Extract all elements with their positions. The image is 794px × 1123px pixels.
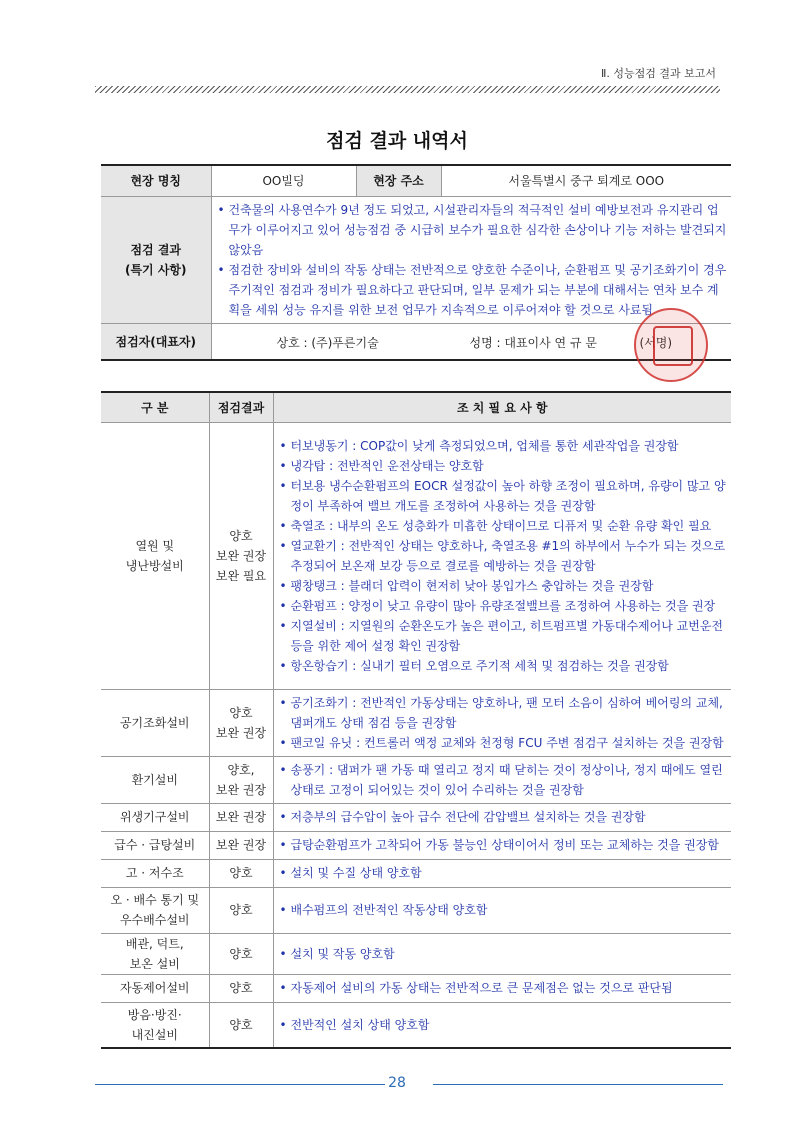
action-item: • 설치 및 작동 양호함 <box>278 944 728 964</box>
row-actions <box>273 933 731 974</box>
row-actions <box>273 689 731 756</box>
row-category: 급수 · 급탕설비 <box>101 831 209 859</box>
row-result: 양호 <box>209 887 273 933</box>
section-header: Ⅱ. 성능점검 결과 보고서 <box>600 67 716 80</box>
action-item: • 공기조화기 : 전반적인 가동상태는 양호하나, 팬 모터 소음이 심하여 베어링의 교체, 댐퍼개도 상태 점검 등을 권장함 <box>278 693 728 733</box>
seal-placeholder: (서명) <box>639 335 673 350</box>
site-address-value: 서울특별시 중구 퇴계로 OOO <box>441 165 731 196</box>
action-item: • 터보용 냉수순환펌프의 EOCR 설정값이 높아 하향 조정이 필요하며, 유량이 많고 양정이 부족하여 밸브 개도를 조정하여 사용하는 것을 권장함 <box>278 476 728 516</box>
company-seal-stamp <box>634 308 708 382</box>
page-title: 점검 결과 내역서 <box>326 130 468 152</box>
table-row <box>101 803 731 831</box>
inspector-label: 점검자(대표자) <box>101 323 211 360</box>
header-hatch-divider <box>95 86 720 93</box>
table-row <box>101 887 731 933</box>
action-item: • 터보냉동기 : COP값이 낮게 측정되었으며, 업체를 통한 세관작업을 권장함 <box>278 436 728 456</box>
row-result: 양호 <box>209 1002 273 1048</box>
action-item: • 설치 및 수질 상태 양호함 <box>278 863 728 883</box>
result-label: 점검 결과 (특기 사항) <box>101 196 211 323</box>
row-result: 보완 권장 <box>209 803 273 831</box>
row-actions <box>273 887 731 933</box>
site-name-value: OO빌딩 <box>211 165 356 196</box>
row-category: 위생기구설비 <box>101 803 209 831</box>
row-actions <box>273 803 731 831</box>
action-item: • 송풍기 : 댐퍼가 팬 가동 때 열리고 정지 때 닫히는 것이 정상이나, 정지 때에도 열린 상태로 고정이 되어있는 것이 있어 수리하는 것을 권장함 <box>278 760 728 800</box>
action-item: • 열교환기 : 전반적인 상태는 양호하나, 축열조용 #1의 하부에서 누수가 되는 것으로 추정되어 보온재 보강 등으로 결로를 예방하는 것을 권장함 <box>278 536 728 576</box>
action-item: • 지열설비 : 지열원의 순환온도가 높은 편이고, 히트펌프별 가동대수제어나 교번운전 등을 위한 제어 설정 확인 권장함 <box>278 616 728 656</box>
result-notes <box>211 196 731 323</box>
action-table <box>101 391 731 1049</box>
action-item: • 항온항습기 : 실내기 필터 오염으로 주기적 세척 및 점검하는 것을 권장함 <box>278 656 728 676</box>
row-result: 양호 보완 권장 <box>209 689 273 756</box>
action-item: • 팽창탱크 : 블래더 압력이 현저히 낮아 봉입가스 충압하는 것을 권장함 <box>278 576 728 596</box>
row-result: 양호 <box>209 933 273 974</box>
table-row <box>101 756 731 803</box>
row-category: 환기설비 <box>101 756 209 803</box>
action-item: • 축열조 : 내부의 온도 성층화가 미흡한 상태이므로 디퓨저 및 순환 유량 확인 필요 <box>278 516 728 536</box>
table-row <box>101 689 731 756</box>
row-category: 방음·방진· 내진설비 <box>101 1002 209 1048</box>
row-actions <box>273 422 731 689</box>
result-note-item: • 건축물의 사용연수가 9년 정도 되었고, 시설관리자들의 적극적인 설비 예방보전과 유지관리 업무가 이루어지고 있어 성능점검 중 시급히 보수가 필요한 심각한 손상이나 기능 저하는 발견되지 않았음 <box>216 200 728 260</box>
table-row <box>101 1002 731 1048</box>
row-category: 열원 및 냉난방설비 <box>101 422 209 689</box>
site-name-label: 현장 명칭 <box>101 165 211 196</box>
table-row <box>101 933 731 974</box>
row-actions <box>273 831 731 859</box>
action-item: • 배수펌프의 전반적인 작동상태 양호함 <box>278 900 728 920</box>
row-result: 양호 <box>209 859 273 887</box>
row-category: 자동제어설비 <box>101 974 209 1002</box>
table-row <box>101 859 731 887</box>
row-actions <box>273 1002 731 1048</box>
action-item: • 저층부의 급수압이 높아 급수 전단에 감압밸브 설치하는 것을 권장함 <box>278 807 728 827</box>
row-actions <box>273 859 731 887</box>
row-result: 보완 권장 <box>209 831 273 859</box>
site-address-label: 현장 주소 <box>356 165 441 196</box>
row-category: 오 · 배수 통기 및 우수배수설비 <box>101 887 209 933</box>
row-result: 양호, 보완 권장 <box>209 756 273 803</box>
header-category: 구 분 <box>101 392 209 422</box>
action-item: • 자동제어 설비의 가동 상태는 전반적으로 큰 문제점은 없는 것으로 판단됨 <box>278 978 728 998</box>
action-item: • 냉각탑 : 전반적인 운전상태는 양호함 <box>278 456 728 476</box>
row-actions <box>273 756 731 803</box>
action-item: • 전반적인 설치 상태 양호함 <box>278 1015 728 1035</box>
table-row <box>101 974 731 1002</box>
page-number: 28 <box>388 1075 406 1091</box>
table-row <box>101 831 731 859</box>
company-name: 상호 : (주)푸른기술 <box>276 335 379 350</box>
row-actions <box>273 974 731 1002</box>
row-result: 양호 보완 권장 보완 필요 <box>209 422 273 689</box>
header-action: 조 치 필 요 사 항 <box>273 392 731 422</box>
row-category: 배관, 덕트, 보온 설비 <box>101 933 209 974</box>
action-item: • 급탕순환펌프가 고착되어 가동 불능인 상태이어서 정비 또는 교체하는 것을 권장함 <box>278 835 728 855</box>
row-result: 양호 <box>209 974 273 1002</box>
row-category: 공기조화설비 <box>101 689 209 756</box>
header-result: 점검결과 <box>209 392 273 422</box>
action-item: • 팬코일 유닛 : 컨트롤러 액정 교체와 천정형 FCU 주변 점검구 설치하는 것을 권장함 <box>278 733 728 753</box>
result-note-item: • 점검한 장비와 설비의 작동 상태는 전반적으로 양호한 수준이나, 순환펌프 및 공기조화기이 경우 주기적인 점검과 정비가 필요하다고 판단되며, 일부 문제가 되는 부분에 대해서는 연차 보수 계획을 세워 성능 유지를 위한 보전 업무가 지속적으로 이루어져야 할 것으로 사료됨 <box>216 260 728 320</box>
representative-name: 성명 : 대표이사 연 규 문 <box>469 335 597 350</box>
table-row <box>101 422 731 689</box>
row-category: 고 · 저수조 <box>101 859 209 887</box>
action-item: • 순환펌프 : 양정이 낮고 유량이 많아 유량조절밸브를 조정하여 사용하는 것을 권장 <box>278 596 728 616</box>
